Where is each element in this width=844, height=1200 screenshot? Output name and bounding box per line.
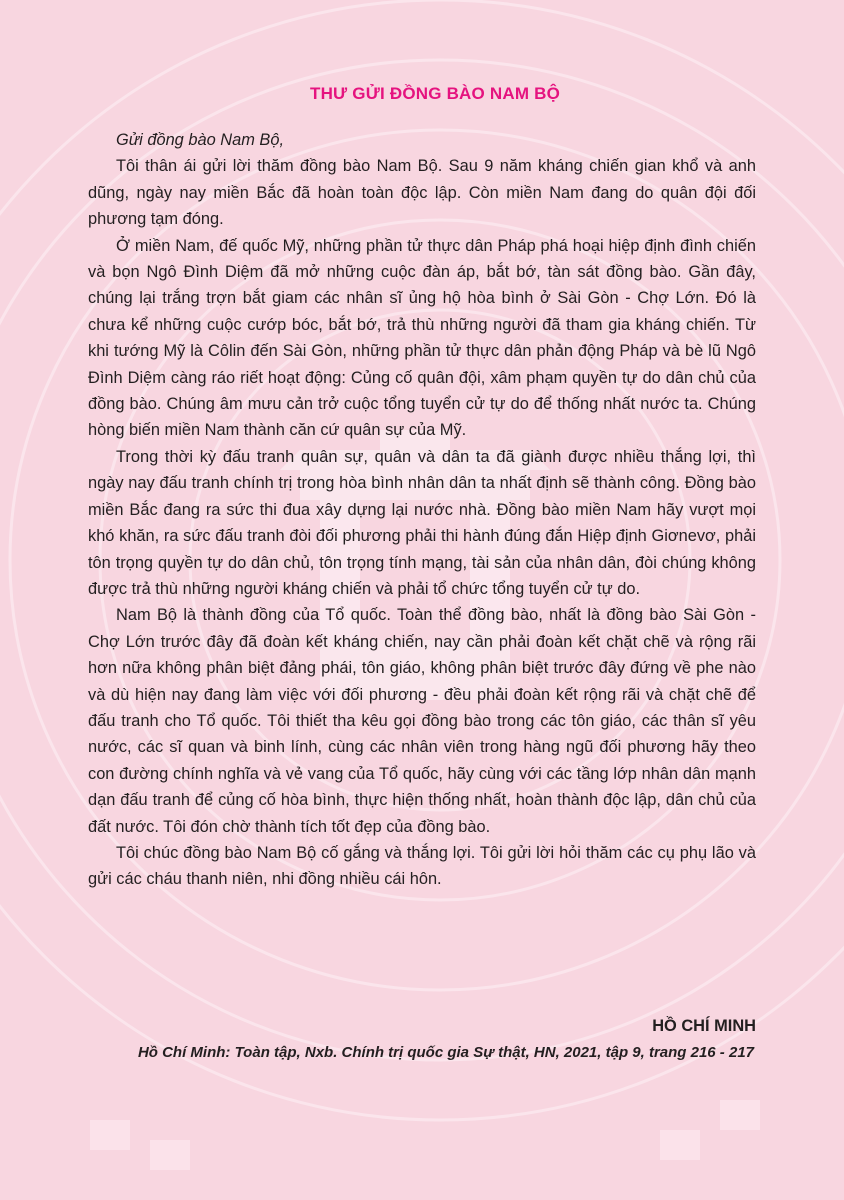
greeting-text: Gửi đồng bào Nam Bộ, [116,131,285,149]
paragraph-4: Nam Bộ là thành đồng của Tổ quốc. Toàn thể đồng bào, nhất là đồng bào Sài Gòn - Chợ Lớn trước đây đã đoàn kết kháng chiến, nay cần phải đoàn kết chặt chẽ và rộng rãi hơn nữa không phân biệt đảng phái, tôn giáo, không phân biệt trước đây đứng về phe nào và dù hiện nay đang làm việc với đối phương - đều phải đoàn kết rộng rãi và chặt chẽ để đấu tranh cho Tổ quốc. Tôi thiết tha kêu gọi đồng bào trong các tôn giáo, các thân sĩ yêu nước, các sĩ quan và binh lính, cùng các nhân viên trong hàng ngũ đối phương hãy theo con đường chính nghĩa và vẻ vang của Tổ quốc, hãy cùng với các tầng lớp nhân dân mạnh dạn đấu tranh để củng cố hòa bình, thực hiện thống nhất, hoàn thành độc lập, dân chủ của đất nước. Tôi đón chờ thành tích tốt đẹp của đồng bào. [88,606,756,836]
paragraph-5: Tôi chúc đồng bào Nam Bộ cố gắng và thắng lợi. Tôi gửi lời hỏi thăm các cụ phụ lão và gửi các cháu thanh niên, nhi đồng nhiều cái hôn. [88,843,756,889]
greeting-line [88,127,756,153]
paragraph-1: Tôi thân ái gửi lời thăm đồng bào Nam Bộ. Sau 9 năm kháng chiến gian khổ và anh dũng, ngày nay miền Bắc đã hoàn toàn độc lập. Còn miền Nam đang do quân đội đối phương tạm đóng. [88,157,756,229]
letter-body [88,127,756,893]
paragraph-3: Trong thời kỳ đấu tranh quân sự, quân và dân ta đã giành được nhiều thắng lợi, thì ngày nay đấu tranh chính trị trong hòa bình nhân dân ta nhất định sẽ thành công. Đồng bào miền Bắc đang ra sức thi đua xây dựng lại nước nhà. Đồng bào miền Nam hãy vượt mọi khó khăn, ra sức đấu tranh đòi đối phương phải thi hành đúng đắn Hiệp định Giơnevơ, phải tôn trọng quyền tự do dân chủ, tôn trọng tính mạng, tài sản của nhân dân, đòi chúng không được trả thù những người kháng chiến và phải tổ chức tổng tuyển cử tự do. [88,447,756,598]
signature: HỒ CHÍ MINH [652,1017,756,1035]
page-title: THƯ GỬI ĐỒNG BÀO NAM BỘ [309,84,561,103]
paragraph-2: Ở miền Nam, đế quốc Mỹ, những phần tử thực dân Pháp phá hoại hiệp định đình chiến và bọn Ngô Đình Diệm đã mở những cuộc đàn áp, bắt bớ, tàn sát đồng bào. Gần đây, chúng lại trắng trợn bắt giam các nhân sĩ ủng hộ hòa bình ở Sài Gòn - Chợ Lớn. Đó là chưa kể những cuộc cướp bóc, bắt bớ, trả thù những người đã tham gia kháng chiến. Từ khi tướng Mỹ là Côlin đến Sài Gòn, những phần tử thực dân phản động Pháp và bè lũ Ngô Đình Diệm càng ráo riết hoạt động: Củng cố quân đội, xâm phạm quyền tự do dân chủ của đồng bào. Chúng âm mưu cản trở cuộc tổng tuyển cử tự do để thống nhất nước ta. Chúng hòng biến miền Nam thành căn cứ quân sự của Mỹ. [88,236,756,440]
citation: Hồ Chí Minh: Toàn tập, Nxb. Chính trị quốc gia Sự thật, HN, 2021, tập 9, trang 216 - 217 [137,1044,754,1061]
